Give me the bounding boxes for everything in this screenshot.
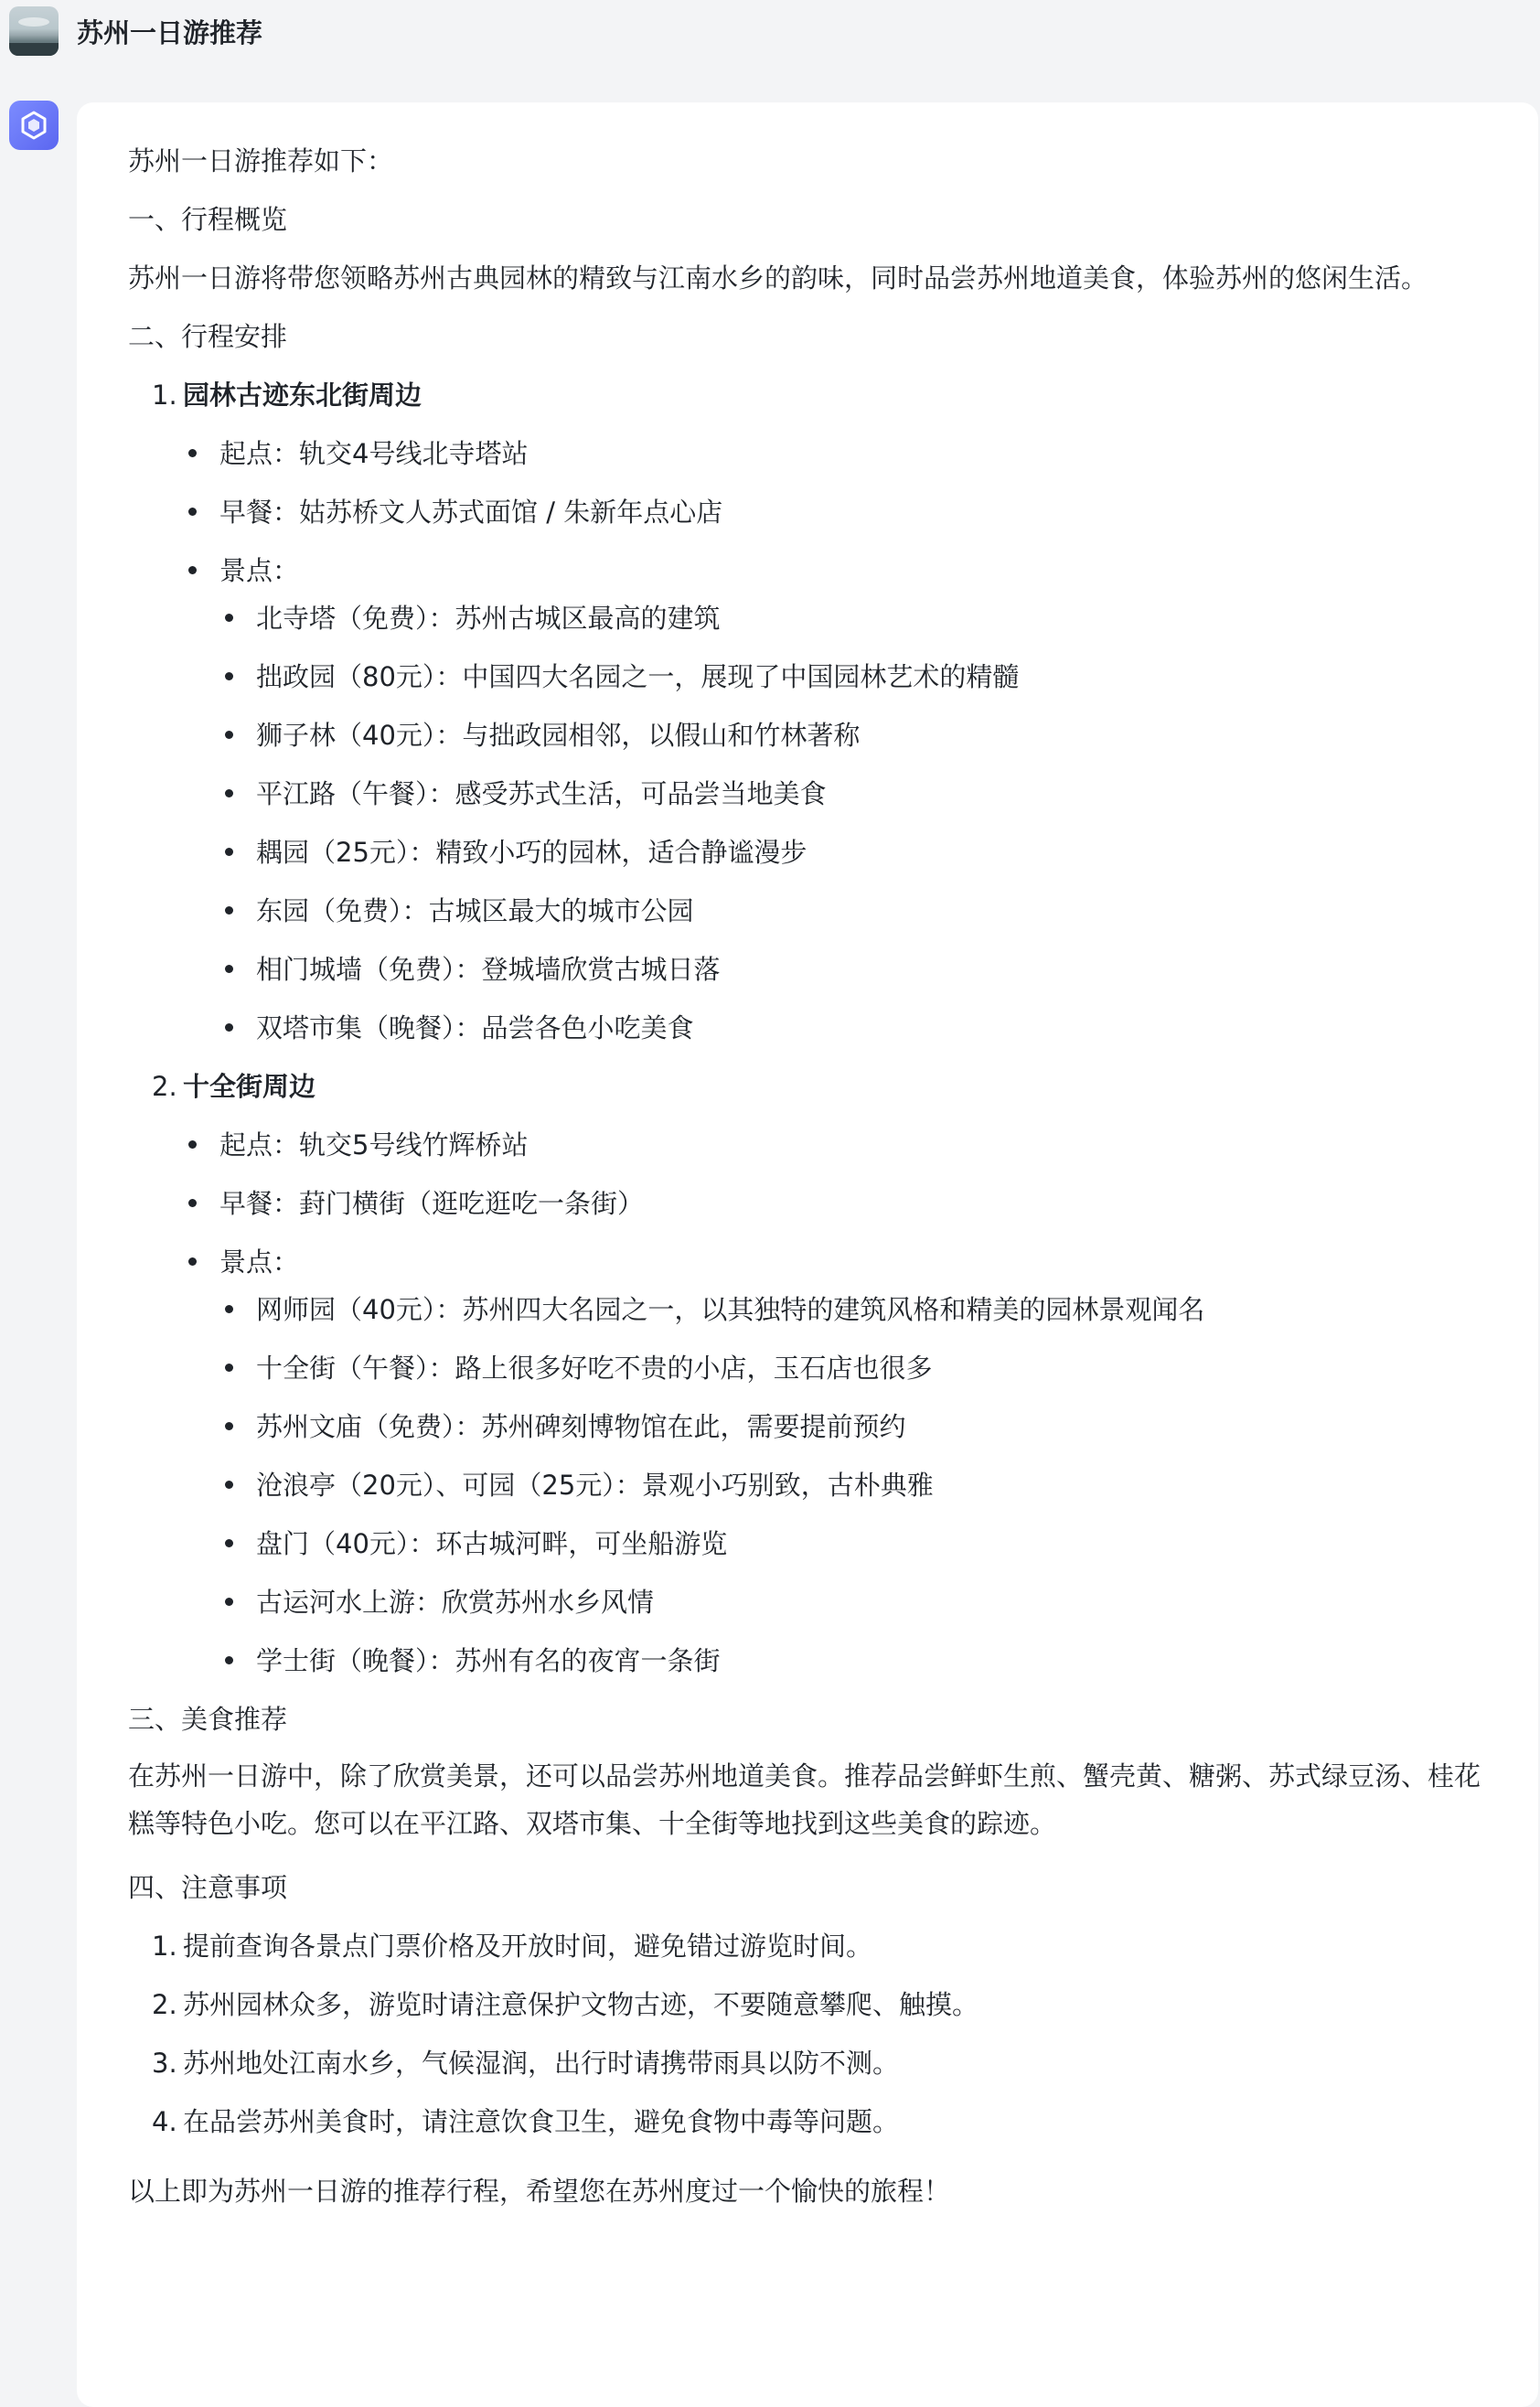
notes-list <box>128 1928 1500 2140</box>
spot-item: 东园（免费）：古城区最大的城市公园 <box>219 893 1500 929</box>
note-number: 4. <box>152 2106 177 2137</box>
route-spots <box>183 552 1500 1046</box>
note-item <box>128 2045 1500 2081</box>
spot-item: 古运河水上游：欣赏苏州水乡风情 <box>219 1584 1500 1621</box>
food-heading: 三、美食推荐 <box>128 1704 288 1735</box>
food-text: 在苏州一日游中，除了欣赏美景，还可以品尝苏州地道美食。推荐品尝鲜虾生煎、蟹壳黄、糖粥、苏式绿豆汤、桂花糕等特色小吃。您可以在平江路、双塔市集、十全街等地找到这些美食的踪迹。 <box>128 1760 1481 1839</box>
assistant-avatar <box>9 101 59 150</box>
spot-item: 学士街（晚餐）：苏州有名的夜宵一条街 <box>219 1642 1500 1679</box>
note-number: 3. <box>152 2048 177 2079</box>
note-item <box>128 2103 1500 2140</box>
note-text: 苏州地处江南水乡，气候湿润，出行时请携带雨具以防不测。 <box>183 2048 900 2079</box>
user-avatar[interactable] <box>9 6 59 56</box>
route-details <box>183 1127 1500 1679</box>
route-title: 十全街周边 <box>183 1071 316 1102</box>
note-number: 1. <box>152 1931 177 1962</box>
message-content <box>128 143 1500 2209</box>
spots-label: 景点： <box>219 555 300 586</box>
conversation-title: 苏州一日游推荐 <box>77 17 263 48</box>
route-title: 园林古迹东北街周边 <box>183 380 422 411</box>
intro-text: 苏州一日游推荐如下： <box>128 145 394 177</box>
avatar-sky-glow <box>18 17 49 27</box>
spot-item: 耦园（25元）：精致小巧的园林，适合静谧漫步 <box>219 834 1500 871</box>
note-item <box>128 1986 1500 2023</box>
route-details <box>183 435 1500 1046</box>
route-list <box>128 377 1500 1679</box>
notes-heading: 四、注意事项 <box>128 1872 288 1903</box>
spot-list <box>219 1291 1500 1679</box>
spot-item: 北寺塔（免费）：苏州古城区最高的建筑 <box>219 600 1500 637</box>
note-item <box>128 1928 1500 1964</box>
spot-item: 双塔市集（晚餐）：品尝各色小吃美食 <box>219 1010 1500 1046</box>
route-start: 起点：轨交4号线北寺塔站 <box>183 435 1500 472</box>
note-text: 苏州园林众多，游览时请注意保护文物古迹，不要随意攀爬、触摸。 <box>183 1989 979 2020</box>
route-number: 1. <box>152 380 177 411</box>
spot-item: 平江路（午餐）：感受苏式生活，可品尝当地美食 <box>219 776 1500 812</box>
spot-item: 相门城墙（免费）：登城墙欣赏古城日落 <box>219 951 1500 988</box>
avatar-shoreline <box>9 43 59 56</box>
spot-item: 沧浪亭（20元）、可园（25元）：景观小巧别致，古朴典雅 <box>219 1467 1500 1503</box>
route-breakfast: 早餐：葑门横街（逛吃逛吃一条街） <box>183 1185 1500 1222</box>
route-number: 2. <box>152 1071 177 1102</box>
spot-item: 盘门（40元）：环古城河畔，可坐船游览 <box>219 1525 1500 1562</box>
spot-item: 狮子林（40元）：与拙政园相邻，以假山和竹林著称 <box>219 717 1500 754</box>
route-item <box>128 377 1500 1046</box>
overview-heading: 一、行程概览 <box>128 204 288 235</box>
assistant-logo-icon <box>18 110 49 141</box>
spot-item: 网师园（40元）：苏州四大名园之一，以其独特的建筑风格和精美的园林景观闻名 <box>219 1291 1500 1328</box>
chat-header <box>0 0 1540 66</box>
route-breakfast: 早餐：姑苏桥文人苏式面馆 / 朱新年点心店 <box>183 494 1500 530</box>
note-text: 提前查询各景点门票价格及开放时间，避免错过游览时间。 <box>183 1931 873 1962</box>
route-spots <box>183 1244 1500 1679</box>
spot-item: 苏州文庙（免费）：苏州碑刻博物馆在此，需要提前预约 <box>219 1408 1500 1445</box>
schedule-heading: 二、行程安排 <box>128 321 288 352</box>
spots-label: 景点： <box>219 1246 300 1278</box>
overview-text: 苏州一日游将带您领略苏州古典园林的精致与江南水乡的韵味，同时品尝苏州地道美食，体验苏州的悠闲生活。 <box>128 262 1428 294</box>
assistant-message-card <box>77 102 1538 2407</box>
note-text: 在品尝苏州美食时，请注意饮食卫生，避免食物中毒等问题。 <box>183 2106 900 2137</box>
spot-item: 拙政园（80元）：中国四大名园之一，展现了中国园林艺术的精髓 <box>219 658 1500 695</box>
route-start: 起点：轨交5号线竹辉桥站 <box>183 1127 1500 1163</box>
spot-item: 十全街（午餐）：路上很多好吃不贵的小店，玉石店也很多 <box>219 1350 1500 1386</box>
route-item <box>128 1068 1500 1679</box>
closing-text: 以上即为苏州一日游的推荐行程，希望您在苏州度过一个愉快的旅程！ <box>128 2176 951 2207</box>
note-number: 2. <box>152 1989 177 2020</box>
spot-list <box>219 600 1500 1046</box>
